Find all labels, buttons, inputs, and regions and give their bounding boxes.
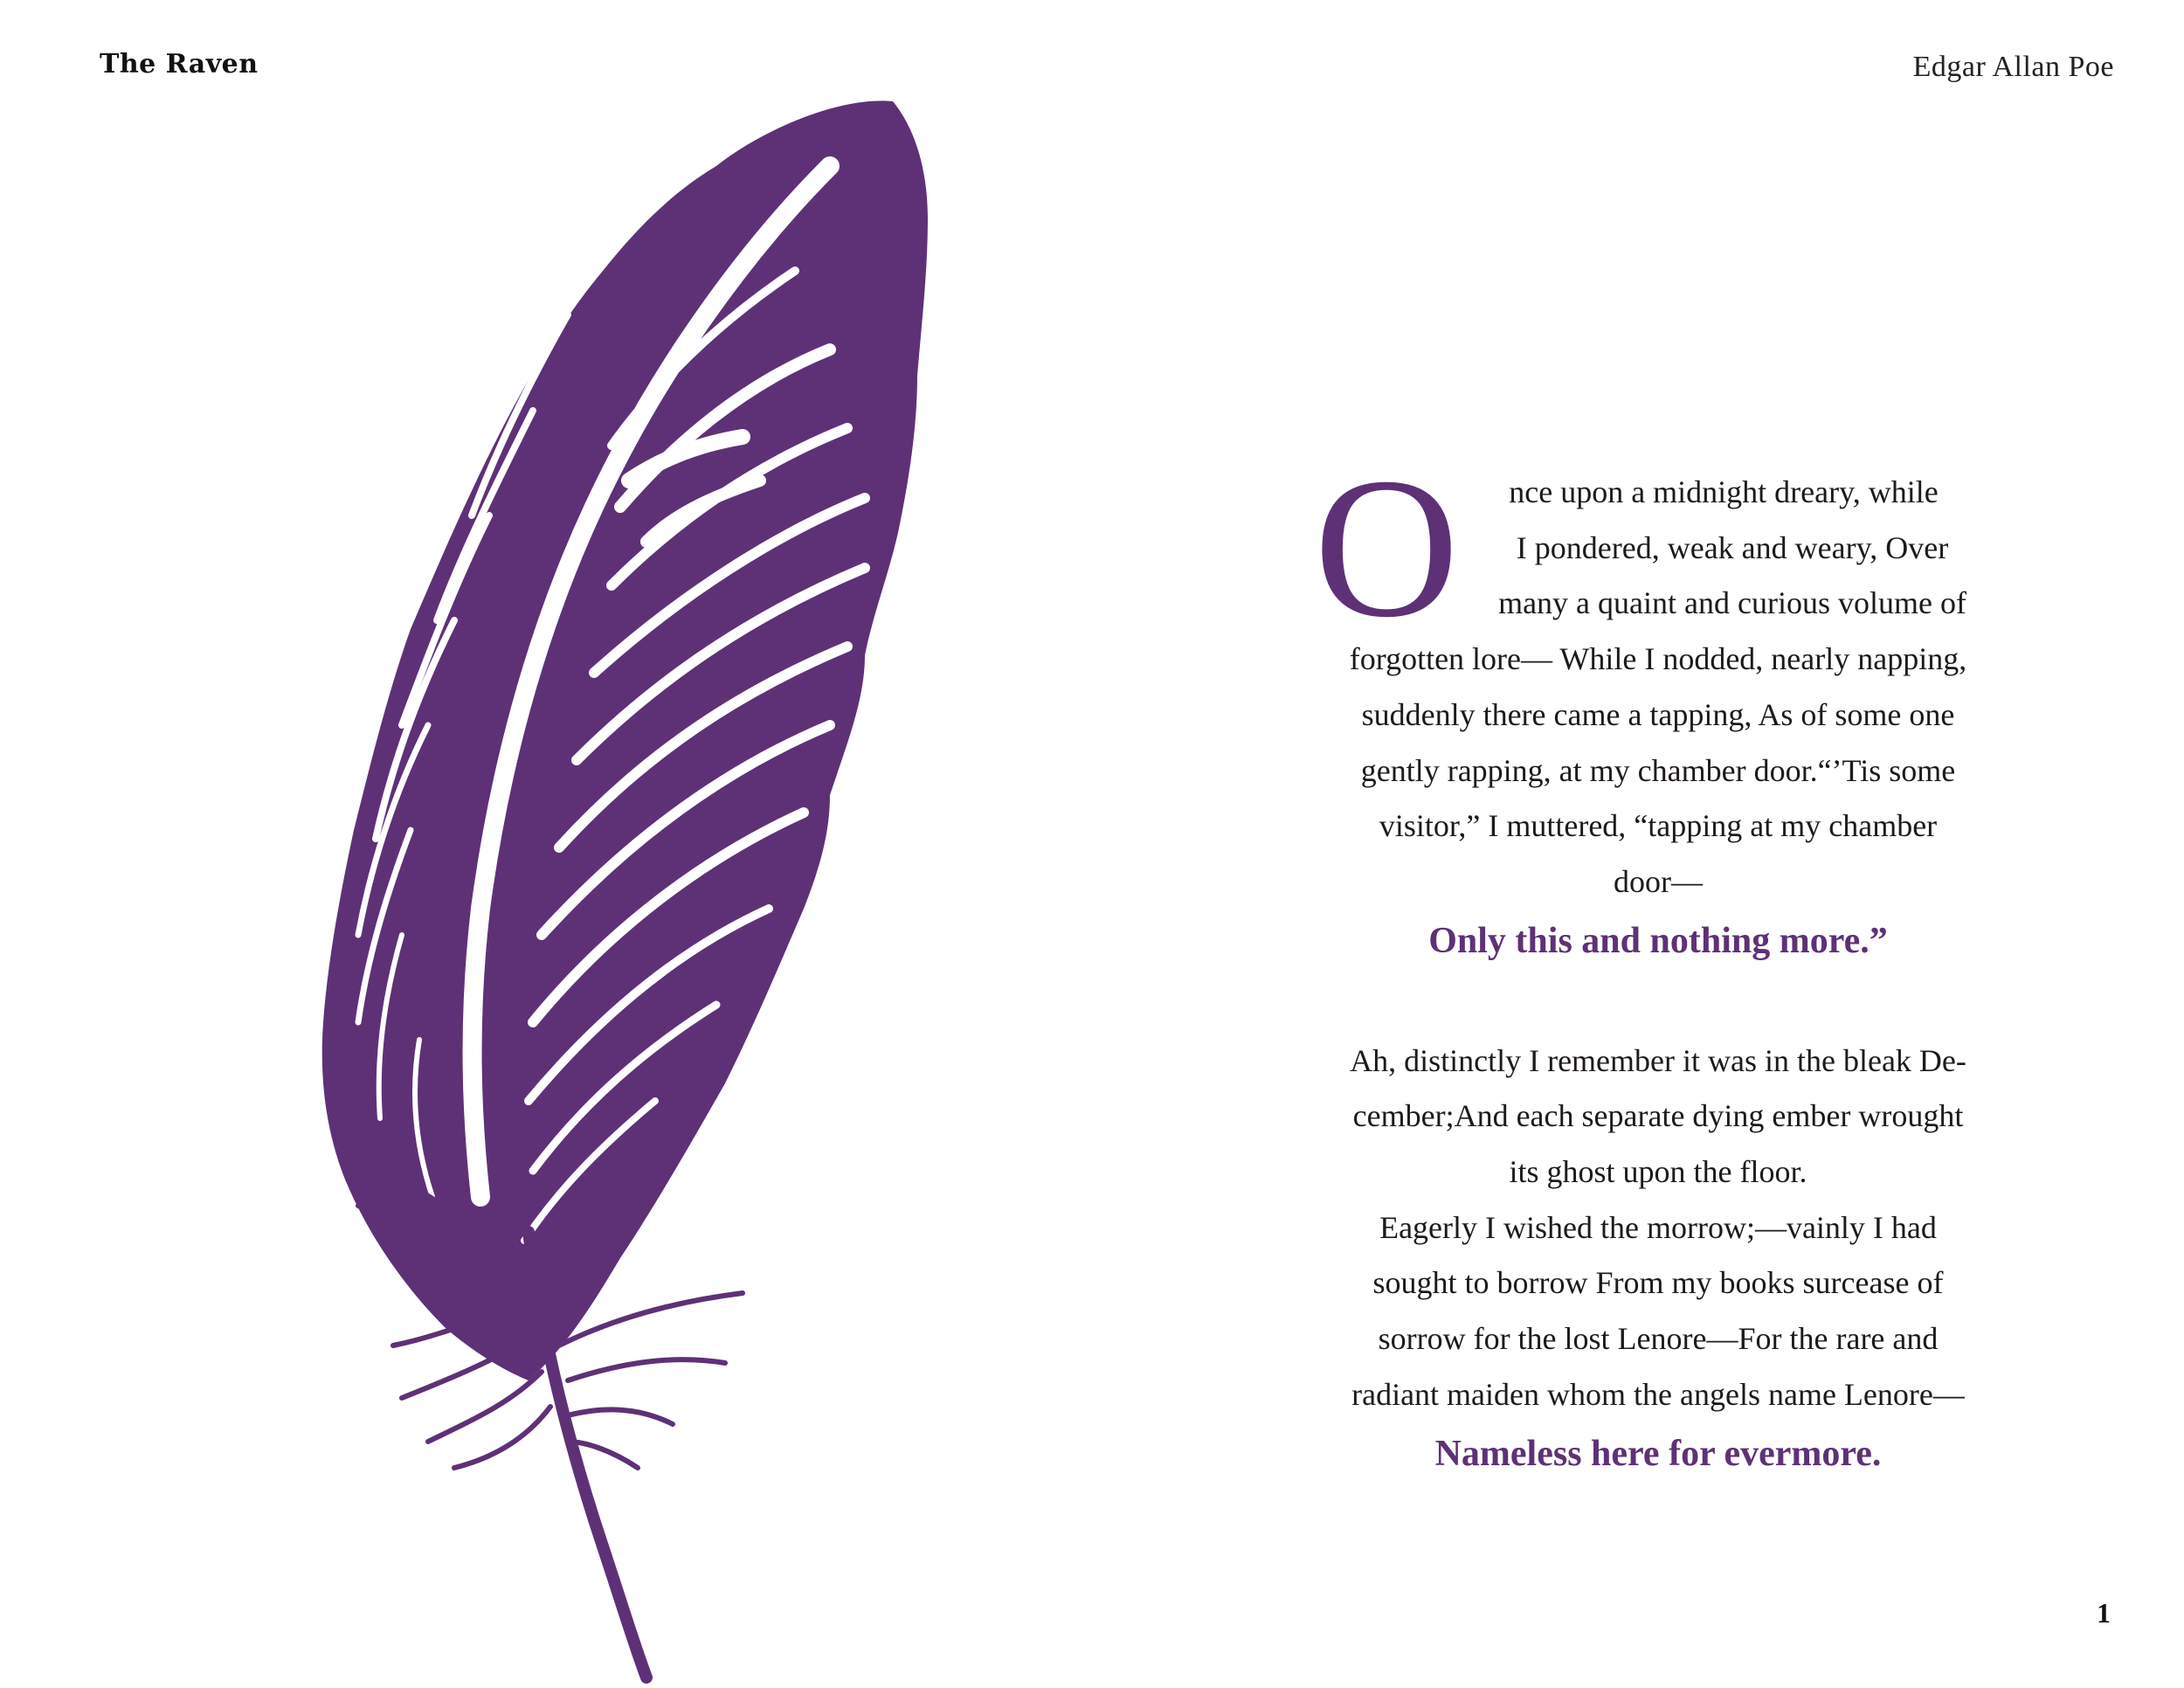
poem-line: cember;And each separate dying ember wrought (1352, 1098, 1964, 1134)
running-head-author: Edgar Allan Poe (1912, 51, 2114, 83)
poem-line: Eagerly I wished the morrow;—vainly I had (1379, 1209, 1937, 1245)
poem-line: Ah, distinctly I remember it was in the bleak De- (1350, 1042, 1966, 1078)
poem-line: door— (1614, 863, 1703, 899)
poem-line: sought to borrow From my books surcease of (1372, 1265, 1944, 1301)
poem-line: I pondered, weak and weary, Over (1516, 529, 1949, 565)
poem-text (1314, 436, 1999, 1484)
poem-line: nce upon a midnight dreary, while (1509, 474, 1939, 509)
running-head-book-title: The Raven (100, 49, 259, 80)
refrain-1: Only this and nothing more.” (1428, 920, 1888, 961)
poem-line: forgotten lore— While I nodded, nearly napping, (1349, 641, 1967, 677)
feather-icon (306, 96, 935, 1686)
drop-cap: O (1314, 436, 1460, 659)
poem-line: its ghost upon the floor. (1509, 1154, 1807, 1190)
poem-line: gently rapping, at my chamber door.“’Tis some (1360, 752, 1956, 788)
poem-line: radiant maiden whom the angels name Lenore— (1351, 1376, 1965, 1412)
poem-line: visitor,” I muttered, “tapping at my chamber (1379, 808, 1938, 844)
poem-line: suddenly there came a tapping, As of some one (1361, 696, 1955, 732)
stanza-gap (1317, 972, 1999, 1034)
refrain-2: Nameless here for evermore. (1434, 1433, 1882, 1474)
poem-line: sorrow for the lost Lenore—For the rare and (1378, 1321, 1939, 1357)
poem-line: many a quaint and curious volume of (1498, 585, 1966, 621)
stanza-1 (1314, 436, 1999, 972)
page-number: 1 (2097, 1597, 2111, 1629)
stanza-2 (1317, 1034, 1999, 1484)
